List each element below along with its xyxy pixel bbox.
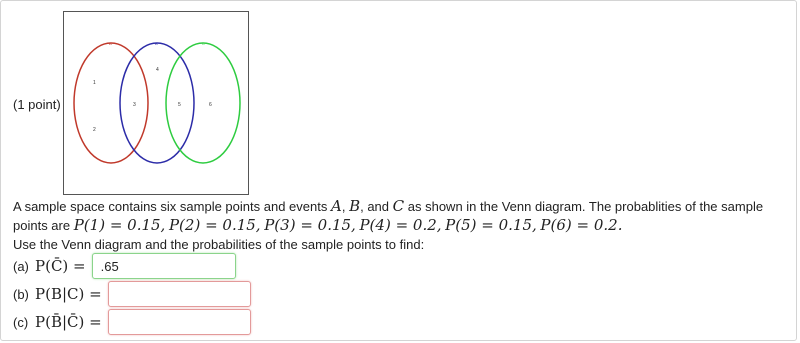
venn-diagram — [63, 11, 249, 195]
answer-row-c — [13, 309, 251, 335]
sample-point-3: 3 — [133, 102, 136, 108]
answer-input-b[interactable] — [108, 281, 251, 307]
sample-point-1: 1 — [93, 80, 96, 86]
answer-label-c: (c) — [13, 314, 29, 330]
circle-b — [120, 43, 194, 163]
answer-label-b: (b) — [13, 286, 29, 302]
instruction-text: Use the Venn diagram and the probabilities of the sample points to find: — [13, 237, 425, 252]
expression-a: P(C̄) = — [35, 257, 86, 275]
event-c: C — [392, 197, 405, 215]
expression-b: P(B|C) = — [35, 285, 102, 303]
intro-line-1: A sample space contains six sample points and events A, B, and C as shown in the Venn diagram. The probablities of the sample — [13, 197, 764, 215]
event-a: A — [330, 197, 342, 215]
circle-c-label: C — [202, 41, 205, 46]
answer-row-b — [13, 281, 251, 307]
circle-a-label: A — [109, 41, 112, 46]
probabilities-prefix: points are — [13, 218, 71, 233]
circle-a — [74, 43, 148, 163]
prob-5: P(5) = 0.15, — [445, 216, 537, 234]
sample-point-5: 5 — [178, 102, 181, 108]
prob-4: P(4) = 0.2, — [359, 216, 442, 234]
intro-tail: as shown in the Venn diagram. The probablities of the sample — [407, 199, 764, 214]
answer-input-c[interactable] — [108, 309, 251, 335]
answer-label-a: (a) — [13, 258, 29, 274]
sample-point-4: 4 — [156, 67, 159, 73]
prob-1: P(1) = 0.15, — [73, 216, 166, 234]
prob-2: P(2) = 0.15, — [168, 216, 261, 234]
points-label: (1 point) — [13, 97, 61, 112]
sample-point-6: 6 — [209, 102, 212, 108]
prob-3: P(3) = 0.15, — [264, 216, 356, 234]
intro-text: A sample space contains six sample points and events — [13, 199, 328, 214]
expression-c: P(B̄|C̄) = — [35, 313, 102, 331]
event-b: B — [349, 197, 361, 215]
prob-6: P(6) = 0.2. — [540, 216, 623, 234]
sample-point-2: 2 — [93, 127, 96, 133]
answer-input-a[interactable] — [92, 253, 236, 279]
answer-row-a — [13, 253, 236, 279]
intro-line-2 — [13, 216, 623, 234]
circle-b-label: B — [155, 41, 158, 46]
